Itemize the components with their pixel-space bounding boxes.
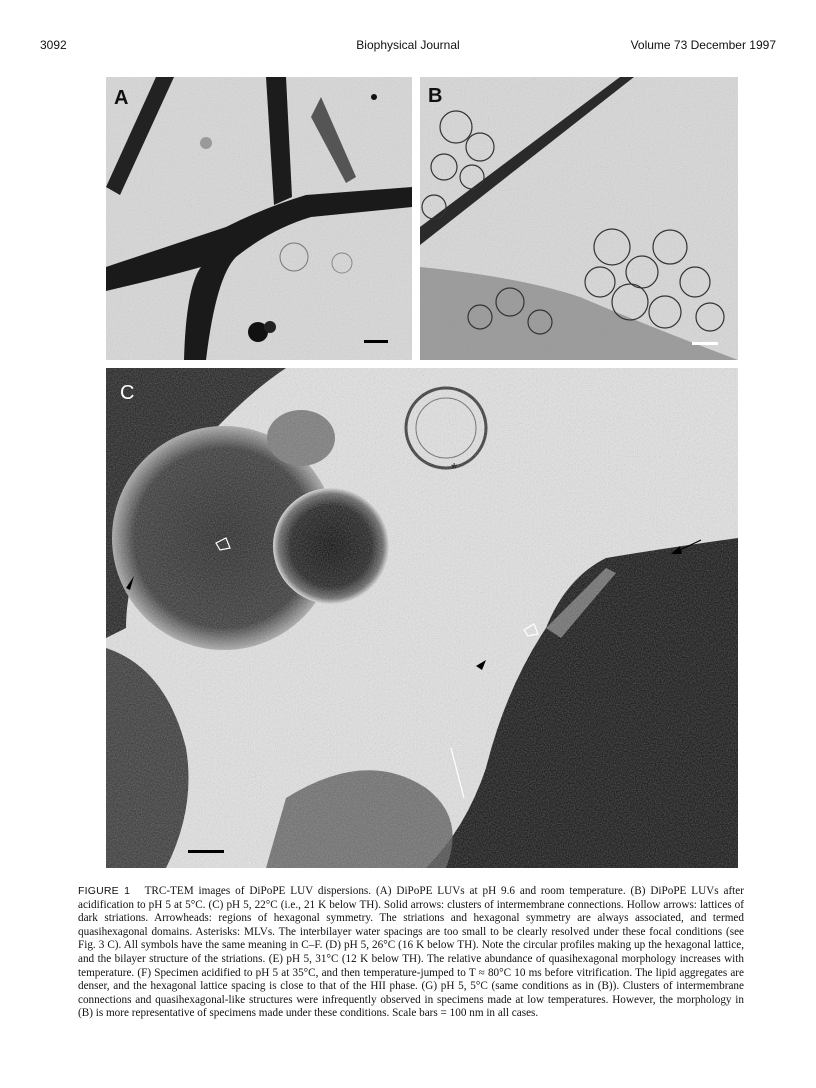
- micrograph-b-image: [420, 77, 738, 360]
- micrograph-c-image: [106, 368, 738, 868]
- panel-label-b: B: [428, 85, 443, 107]
- figure-caption: [78, 885, 744, 1021]
- micrograph-panel-b: [420, 77, 738, 360]
- caption-text: TRC-TEM images of DiPoPE LUV dispersions. (A) DiPoPE LUVs at pH 9.6 and room temperature. (B) DiPoPE LUVs after acidification to pH 5 at 5°C. (C) pH 5, 22°C (i.e., 21 K below TH). Solid arrows: clusters of intermembrane connections. Hollow arrows: lattices of dark striations. Arrowheads: regions of hexagonal symmetry. The striations and hexagonal symmetry are always associated, and termed quasihexagonal domains. Asterisks: MLVs. The interbilayer water spacings are too small to be clearly resolved under these focal conditions (see Fig. 3 C). All symbols have the same meaning in C–F. (D) pH 5, 26°C (16 K below TH). Note the circular profiles making up the hexagonal lattice, and the bilayer structure of the striations. (E) pH 5, 31°C (12 K below TH). The relative abundance of quasihexagonal morphology increases with temperature. (F) Specimen acidified to pH 5 at 35°C, and then temperature-jumped to T ≈ 80°C 10 ms before vitrification. The lipid aggregates are denser, and the hexagonal lattice spacing is close to that of the HII phase. (G) pH 5, 5°C (same conditions as in (B)). Clusters of intermembrane connections and quasihexagonal-like structures were infrequently observed in specimens made at low temperatures. However, the morphology in (B) is more representative of specimens made under these conditions. Scale bars = 100 nm in all cases.: [78, 885, 744, 1020]
- page-number: 3092: [40, 38, 67, 52]
- caption-label: FIGURE 1: [78, 885, 131, 897]
- micrograph-panel-c: [106, 368, 738, 868]
- panel-label-a: A: [114, 87, 129, 109]
- page-header: [40, 38, 776, 54]
- journal-name: Biophysical Journal: [356, 38, 460, 52]
- micrograph-panel-a: [106, 77, 412, 360]
- micrograph-a-image: [106, 77, 412, 360]
- volume-info: Volume 73 December 1997: [630, 38, 776, 52]
- panel-label-c: C: [120, 382, 135, 404]
